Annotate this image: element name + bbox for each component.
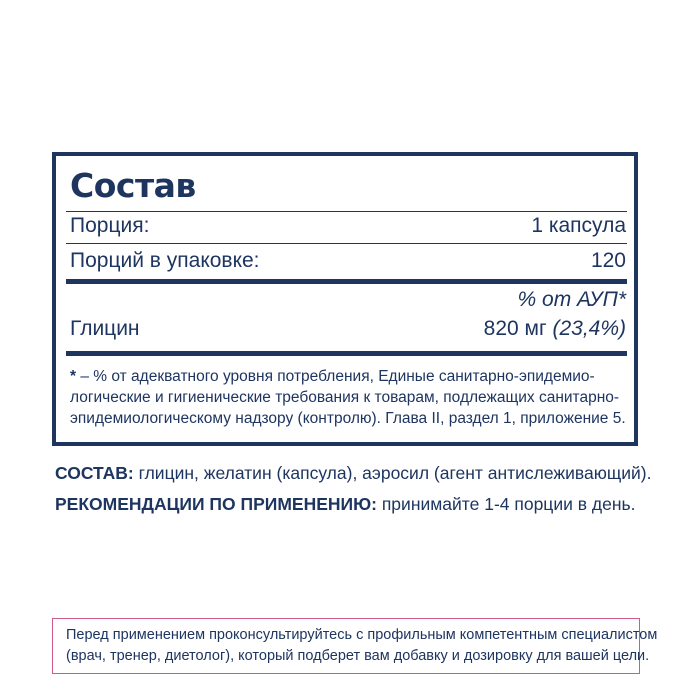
serving-size-row [70, 214, 626, 238]
ingredient-row [70, 317, 626, 341]
composition-line [55, 463, 652, 484]
servings-per-container-row [70, 249, 626, 273]
servings-per-container-value: 120 [590, 249, 626, 272]
divider [66, 243, 627, 244]
thick-divider [66, 351, 627, 356]
footnote-line-1: * – % от адекватного уровня потребления, Единые санитарно-эпидемио- [70, 368, 595, 385]
footnote-line-2: логические и гигиенические требования к товарам, подлежащих санитарно- [70, 389, 620, 406]
serving-size-value: 1 капсула [531, 214, 626, 237]
ingredient-amount-group [484, 317, 626, 341]
serving-size-label: Порция: [70, 214, 150, 237]
footnote-line-3: эпидемиологическому надзору (контролю). Глава II, раздел 1, приложение 5. [70, 410, 626, 427]
recommendations-line [55, 494, 636, 515]
recommendations-text: принимайте 1-4 порции в день. [376, 494, 636, 514]
footnote [70, 366, 626, 429]
composition-label: СОСТАВ: [55, 463, 134, 483]
daily-value-header-text: % от АУП* [517, 288, 626, 311]
supplement-facts-panel [52, 152, 638, 446]
recommendations-label: РЕКОМЕНДАЦИИ ПО ПРИМЕНЕНИЮ: [55, 494, 377, 514]
facts-title: Состав [70, 166, 196, 205]
ingredient-daily-value: (23,4%) [552, 317, 626, 340]
warning-line-2: (врач, тренер, диетолог), который подберет вам добавку и дозировку для вашей цели. [66, 648, 650, 664]
ingredient-amount: 820 мг [483, 317, 547, 340]
warning-notice [52, 618, 658, 674]
divider [66, 211, 627, 212]
thick-divider [66, 279, 627, 284]
ingredient-name: Глицин [70, 317, 140, 340]
servings-per-container-label: Порций в упаковке: [70, 249, 260, 272]
warning-line-1: Перед применением проконсультируйтесь с профильным компетентным специалистом [66, 627, 658, 643]
daily-value-header [70, 288, 626, 312]
composition-text: глицин, желатин (капсула), аэросил (агент антислеживающий). [133, 463, 652, 483]
footnote-star: * [70, 368, 77, 385]
